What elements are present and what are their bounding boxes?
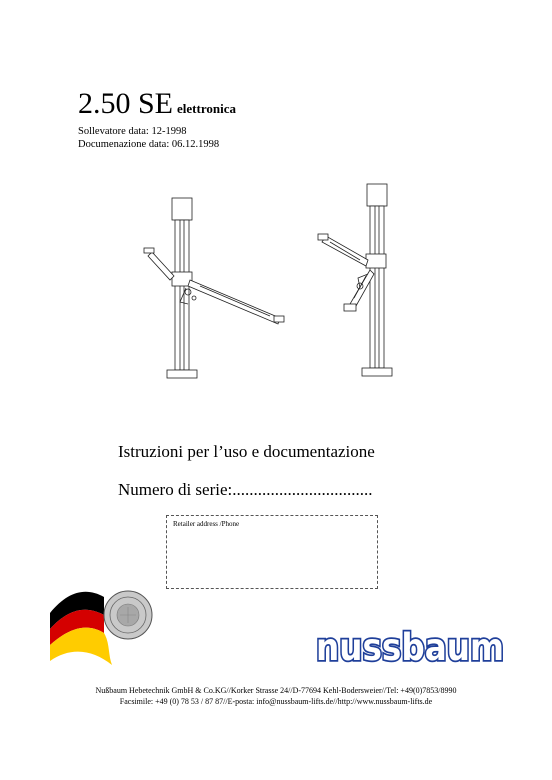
right-column (318, 184, 392, 376)
german-flag-with-seal (48, 585, 158, 667)
footer-line-contact: Facsimile: +49 (0) 78 53 / 87 87//E-posta: info@nussbaum-lifts.de//http://www.nussbaum-lifts.de (119, 697, 433, 706)
document-title: Istruzioni per l’uso e documentazione (118, 442, 375, 461)
model-suffix: elettronica (177, 101, 236, 116)
footer (0, 685, 552, 707)
quality-seal-icon (104, 591, 152, 639)
retailer-address-box (166, 515, 378, 589)
model-title (78, 88, 236, 125)
logo-text: nussbaum (316, 626, 504, 668)
footer-line-address: Nußbaum Hebetechnik GmbH & Co.KG//Korker Strasse 24//D-77694 Kehl-Bodersweier//Tel: +49(0)7853/8990 (95, 686, 457, 695)
model-name: 2.50 SE (78, 87, 174, 120)
two-post-lift-illustration (130, 180, 420, 390)
retailer-label: Retailer address /Phone (173, 520, 240, 528)
serial-number-field: Numero di serie:................................. (118, 480, 373, 499)
title-block (78, 88, 236, 151)
lift-date: Sollevatore data: 12-1998 (78, 126, 187, 137)
documentation-date: Documenazione data: 06.12.1998 (78, 139, 220, 150)
nussbaum-logo (312, 624, 508, 668)
left-column (144, 198, 284, 378)
